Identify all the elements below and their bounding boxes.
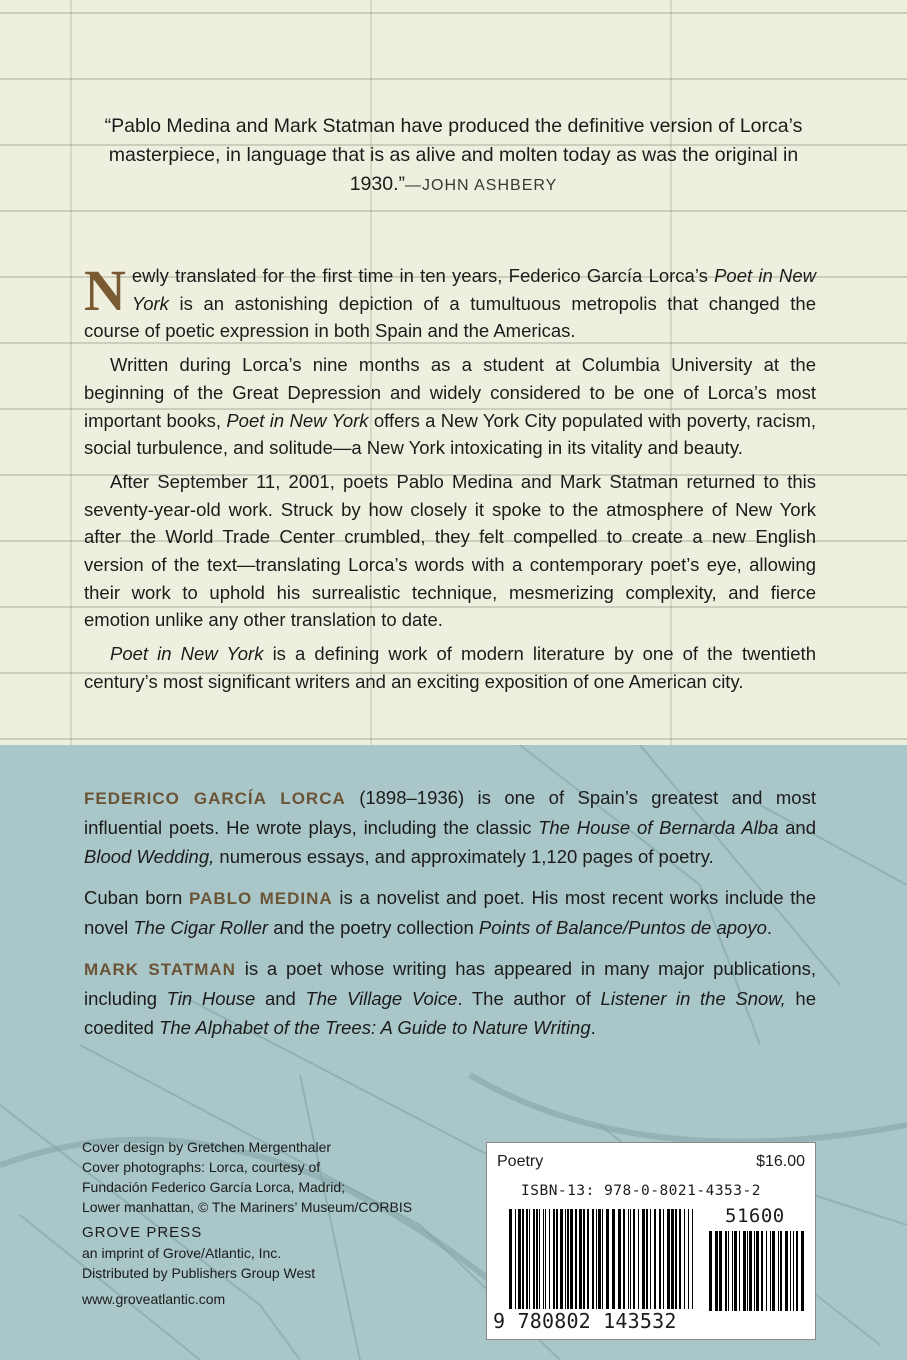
barcode-bar bbox=[732, 1231, 733, 1311]
barcode-bar bbox=[565, 1209, 566, 1309]
barcode-bar bbox=[679, 1209, 681, 1309]
barcode-bar bbox=[725, 1231, 727, 1311]
barcode-bar bbox=[659, 1209, 661, 1309]
barcode-bar bbox=[526, 1209, 528, 1309]
italic-title: The Village Voice bbox=[305, 988, 458, 1009]
quote-text: “Pablo Medina and Mark Statman have produced the definitive version of Lorca’s masterpiece, in language that is as alive and molten today as was the original in 1930.” bbox=[104, 115, 803, 195]
barcode-bar bbox=[770, 1231, 771, 1311]
barcode-bar bbox=[667, 1209, 670, 1309]
publisher-name: GROVE PRESS bbox=[82, 1224, 203, 1241]
barcode-bar bbox=[543, 1209, 544, 1309]
author-name: MARK STATMAN bbox=[84, 960, 236, 979]
text-run: is a defining work of modern literature by one of the twentieth century’s most significant writers and an exciting exposition of one American city. bbox=[84, 643, 816, 692]
barcode-bar bbox=[709, 1231, 712, 1311]
barcode-bar bbox=[630, 1209, 631, 1309]
credit-line: Cover photographs: Lorca, courtesy of bbox=[82, 1159, 321, 1175]
barcode-bar bbox=[719, 1231, 722, 1311]
italic-title: Blood Wedding, bbox=[84, 846, 215, 867]
barcode-bar bbox=[596, 1209, 597, 1309]
barcode-bar bbox=[790, 1231, 791, 1311]
author-name: PABLO MEDINA bbox=[189, 889, 333, 908]
barcode-bar bbox=[633, 1209, 635, 1309]
text-run: (1898–1936) is one of Spain’s greatest and most influential poets. He wrote plays, including the classic bbox=[84, 787, 816, 838]
description-paragraph-1 bbox=[84, 258, 816, 345]
barcode-bar bbox=[715, 1231, 718, 1311]
italic-title: Poet in New York bbox=[226, 409, 369, 431]
author-name: FEDERICO GARCÍA LORCA bbox=[84, 789, 346, 808]
bio-lorca bbox=[84, 783, 816, 871]
distributor-line: Distributed by Publishers Group West bbox=[82, 1265, 316, 1281]
barcode-bar bbox=[728, 1231, 729, 1311]
category-label: Poetry bbox=[497, 1153, 544, 1170]
barcode-bar bbox=[560, 1209, 563, 1309]
barcode-bar bbox=[515, 1209, 516, 1309]
barcode-bar bbox=[646, 1209, 648, 1309]
barcode-bar bbox=[592, 1209, 594, 1309]
barcode-bar bbox=[684, 1209, 685, 1309]
barcode-bar bbox=[567, 1209, 569, 1309]
italic-title: Poet in New York bbox=[131, 265, 816, 314]
barcode-bar bbox=[692, 1209, 693, 1309]
text-run: numerous essays, and approximately 1,120 pages of poetry. bbox=[214, 846, 714, 867]
barcode-bar bbox=[761, 1231, 763, 1311]
barcode-bar bbox=[556, 1209, 558, 1309]
barcode-bar bbox=[747, 1231, 748, 1311]
barcode-bar bbox=[785, 1231, 788, 1311]
barcode-bar bbox=[749, 1231, 752, 1311]
barcode-bar bbox=[583, 1209, 585, 1309]
text-run: . The author of bbox=[457, 988, 601, 1009]
italic-title: Tin House bbox=[166, 988, 256, 1009]
barcode-bar bbox=[529, 1209, 530, 1309]
barcode-bar bbox=[801, 1231, 804, 1311]
italic-title: Poet in New York bbox=[110, 643, 264, 665]
text-run: is a poet whose writing has appeared in many major publications, including bbox=[84, 958, 816, 1009]
text-run: he coedited bbox=[84, 988, 817, 1038]
barcode-bar bbox=[734, 1231, 737, 1311]
barcode-bar bbox=[772, 1231, 775, 1311]
barcode-bar bbox=[780, 1231, 782, 1311]
description-paragraph-3: After September 11, 2001, poets Pablo Medina and Mark Statman returned to this seventy-year-old work. Struck by how closely it spoke to the atmosphere of New York after the World Trade Center crumbled, they felt compelled to create a new English version of the text—translating Lorca’s words with a contemporary poet’s eye, allowing their work to uphold his surrealistic technique, mesmerizing complexity, and fierce emotion unlike any other translation to date. bbox=[84, 470, 816, 631]
barcode-bar bbox=[612, 1209, 615, 1309]
barcode-bar bbox=[606, 1209, 609, 1309]
price-label: $16.00 bbox=[756, 1153, 805, 1170]
italic-title: The House of Bernarda Alba bbox=[538, 817, 779, 838]
barcode-bar bbox=[650, 1209, 651, 1309]
barcode-bar bbox=[553, 1209, 555, 1309]
barcode-bar bbox=[618, 1209, 621, 1309]
drop-cap: N bbox=[84, 258, 126, 323]
text-run: . bbox=[766, 917, 773, 938]
review-quote bbox=[80, 112, 827, 200]
barcode-bar bbox=[623, 1209, 625, 1309]
barcode-digits: 9 780802 143532 bbox=[493, 1309, 677, 1333]
text-run: . bbox=[590, 1017, 596, 1038]
italic-title: The Alphabet of the Trees: A Guide to Nature Writing bbox=[159, 1017, 591, 1038]
barcode-bar bbox=[545, 1209, 546, 1309]
barcode-bar bbox=[756, 1231, 759, 1311]
credit-line: Cover design by Gretchen Mergenthaler bbox=[82, 1139, 332, 1155]
barcode-bar bbox=[579, 1209, 582, 1309]
description-paragraph-2 bbox=[84, 351, 816, 462]
bio-statman bbox=[84, 954, 816, 1042]
barcode-bar bbox=[533, 1209, 535, 1309]
barcode-bar bbox=[602, 1209, 603, 1309]
barcode-bar bbox=[766, 1231, 767, 1311]
quote-attribution: —JOHN ASHBERY bbox=[405, 177, 558, 194]
barcode-bar bbox=[778, 1231, 779, 1311]
barcode-bar bbox=[796, 1231, 798, 1311]
barcode-bar bbox=[654, 1209, 656, 1309]
barcode-bar bbox=[570, 1209, 573, 1309]
barcode-bar bbox=[549, 1209, 550, 1309]
cover-credits bbox=[82, 1137, 482, 1309]
text-run: and the poetry collection bbox=[268, 917, 479, 938]
barcode-bar bbox=[638, 1209, 639, 1309]
text-run: and bbox=[778, 817, 816, 838]
book-description bbox=[84, 258, 816, 702]
barcode-bar bbox=[793, 1231, 794, 1311]
credit-line: Fundación Federico García Lorca, Madrid; bbox=[82, 1179, 346, 1195]
text-run: offers a New York City populated with poverty, racism, social turbulence, and solitude—a New York intoxicating in its vitality and beauty. bbox=[84, 409, 816, 459]
website-link[interactable]: www.groveatlantic.com bbox=[82, 1291, 226, 1307]
barcode-bar bbox=[671, 1209, 674, 1309]
italic-title: Points of Balance/Puntos de apoyo bbox=[478, 917, 767, 938]
italic-title: The Cigar Roller bbox=[133, 917, 269, 938]
barcode-bar bbox=[575, 1209, 577, 1309]
barcode-bar bbox=[743, 1231, 746, 1311]
barcode-bar bbox=[509, 1209, 512, 1309]
italic-title: Listener in the Snow, bbox=[600, 988, 786, 1009]
barcode-bar bbox=[536, 1209, 538, 1309]
barcode-bar bbox=[675, 1209, 677, 1309]
credit-line: Lower manhattan, © The Mariners’ Museum/CORBIS bbox=[82, 1199, 413, 1215]
imprint-line: an imprint of Grove/Atlantic, Inc. bbox=[82, 1245, 282, 1261]
barcode-bar bbox=[754, 1231, 755, 1311]
author-bios bbox=[84, 783, 816, 1054]
barcode-bar bbox=[739, 1231, 740, 1311]
text-run: Written during Lorca’s nine months as a student at Columbia University at the beginning of the Great Depression and widely considered to be one of Lorca’s most important books, bbox=[84, 354, 816, 431]
text-run: ewly translated for the first time in ten years, Federico García Lorca’s bbox=[131, 265, 715, 286]
text-run: is a novelist and poet. His most recent works include the novel bbox=[84, 887, 817, 938]
barcode-bar bbox=[663, 1209, 664, 1309]
text-run: and bbox=[255, 988, 306, 1009]
barcode-bar bbox=[518, 1209, 521, 1309]
price-addon-digits: 51600 bbox=[725, 1205, 785, 1227]
description-paragraph-4 bbox=[84, 640, 816, 695]
text-run: Cuban born bbox=[84, 887, 190, 908]
barcode-bar bbox=[628, 1209, 629, 1309]
isbn-text: ISBN-13: 978-0-8021-4353-2 bbox=[521, 1183, 761, 1199]
barcode-label bbox=[486, 1142, 816, 1340]
barcode-bar bbox=[587, 1209, 589, 1309]
bio-medina bbox=[84, 883, 816, 942]
barcode-bar bbox=[598, 1209, 601, 1309]
barcode-bar bbox=[688, 1209, 689, 1309]
barcode-bar bbox=[522, 1209, 524, 1309]
barcode-bar bbox=[539, 1209, 540, 1309]
text-run: is an astonishing depiction of a tumultuous metropolis that changed the course of poetic expression in both Spain and the Americas. bbox=[84, 292, 816, 342]
barcode-bar bbox=[642, 1209, 645, 1309]
